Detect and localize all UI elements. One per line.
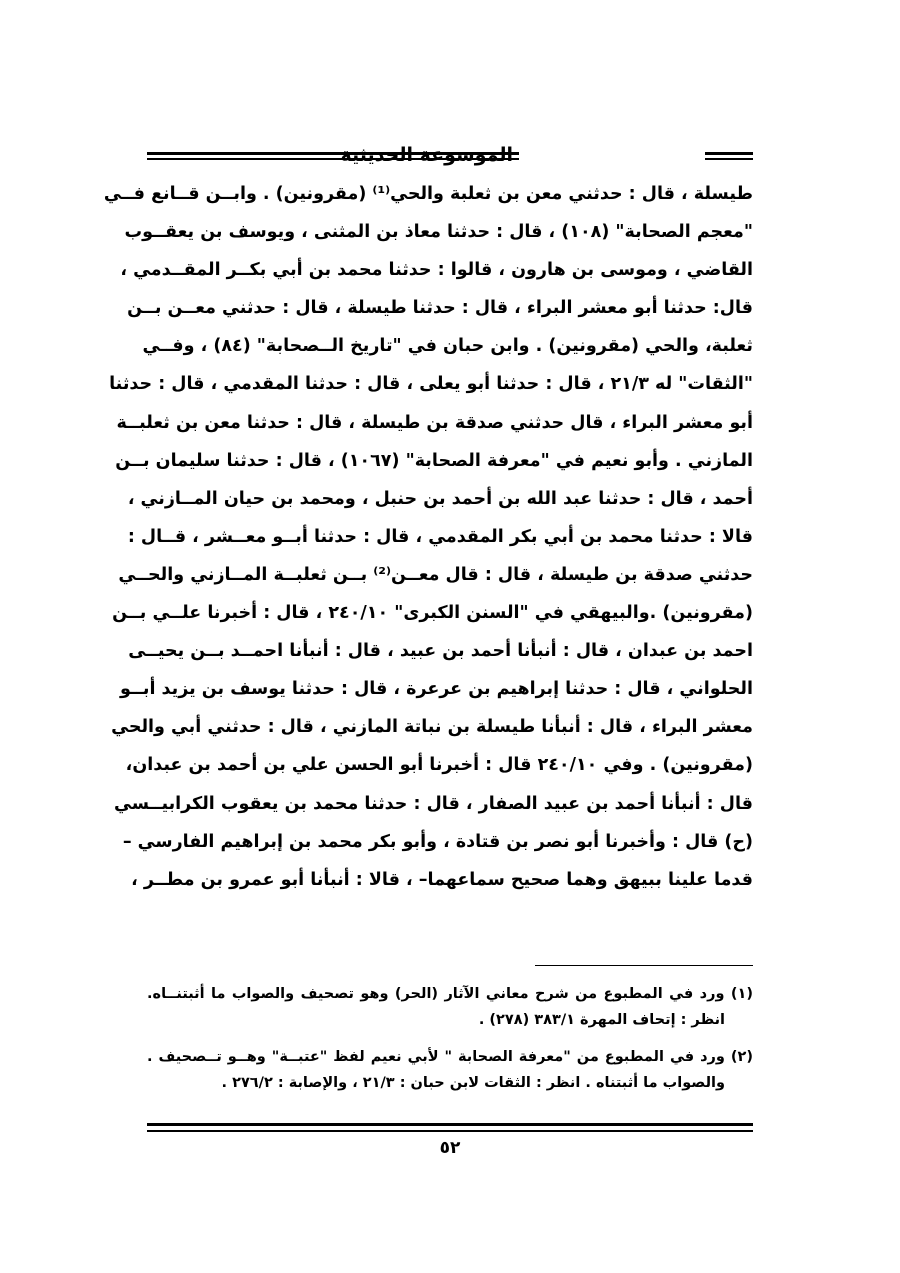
- running-header: [147, 143, 753, 169]
- text-line: (ح) قال : وأخبرنا أبو نصر بن قتادة ، وأبو بكر محمد بن إبراهيم الفارسي –: [122, 831, 753, 852]
- footnotes: [147, 981, 753, 1096]
- text-line: قال : أنبأنا أحمد بن عبيد الصفار ، قال : حدثنا محمد بن يعقوب الكرابيــسي: [113, 793, 753, 814]
- header-title: الموسوعة الحديثية: [340, 144, 513, 166]
- footer-rule: [147, 1123, 753, 1132]
- text-line: أحمد ، قال : حدثنا عبد الله بن أحمد بن حنبل ، ومحمد بن حيان المــازني ،: [127, 488, 753, 509]
- text-line: أبو معشر البراء ، قال حدثني صدقة بن طيسلة ، قال : حدثنا معن بن ثعلبــة: [116, 412, 753, 433]
- footnote-1-line-2: انظر : إتحاف المهرة ٣٨٣/١ (٢٧٨) .: [478, 1012, 725, 1028]
- text-line: قدما علينا ببيهق وهما صحيح سماعهما– ، قالا : أنبأنا أبو عمرو بن مطــر ،: [131, 869, 753, 890]
- book-page: [103, 0, 753, 1273]
- text-line: المازني . وأبو نعيم في "معرفة الصحابة" (١٠٦٧) ، قال : حدثنا سليمان بــن: [115, 450, 753, 471]
- text-line: القاضي ، وموسى بن هارون ، قالوا : حدثنا محمد بن أبي بكــر المقــدمي ،: [120, 260, 753, 281]
- footnote-2-line-2: والصواب ما أثبتناه . انظر : الثقات لابن حبان : ٢١/٣ ، والإصابة : ٢٧٦/٢ .: [221, 1075, 725, 1091]
- text-line: "الثقات" له ٢١/٣ ، قال : حدثنا أبو يعلى ، قال : حدثنا المقدمي ، قال : حدثنا: [109, 374, 753, 395]
- text-line: قالا : حدثنا محمد بن أبي بكر المقدمي ، قال : حدثنا أبــو معــشر ، قــال :: [127, 526, 753, 547]
- text-line: ثعلبة، والحي (مقرونين) . وابن حبان في "تاريخ الــصحابة" (٨٤) ، وفــي: [142, 336, 753, 357]
- text-line: "معجم الصحابة" (١٠٨) ، قال : حدثنا معاذ بن المثنى ، ويوسف بن يعقــوب: [124, 222, 753, 243]
- text-line: طيسلة ، قال : حدثني معن بن ثعلبة والحي⁽¹⁾ (مقرونين) . وابــن قــانع فــي: [103, 184, 753, 204]
- header-rule-left: [147, 152, 519, 160]
- text-line: حدثني صدقة بن طيسلة ، قال : قال معــن⁽²⁾ بــن ثعلبــة المــازني والحــي: [118, 564, 753, 585]
- text-line: احمد بن عبدان ، قال : أنبأنا أحمد بن عبيد ، قال : أنبأنا احمــد بــن يحيــى: [128, 641, 753, 662]
- text-line: قال: حدثنا أبو معشر البراء ، قال : حدثنا طيسلة ، قال : حدثني معــن بــن: [127, 298, 753, 319]
- text-line: (مقرونين) .والبيهقي في "السنن الكبرى" ٢٤٠/١٠ ، قال : أخبرنا علــي بــن: [112, 603, 753, 624]
- page-number: ٥٢: [439, 1138, 461, 1158]
- main-text: [103, 175, 753, 899]
- text-line: الحلواني ، قال : حدثنا إبراهيم بن عرعرة ، قال : حدثنا يوسف بن يزيد أبــو: [119, 679, 753, 700]
- footnote-1-line-1: (١) ورد في المطبوع من شرح معاني الآثار (الحر) وهو تصحيف والصواب ما أثبتنــاه.: [147, 986, 753, 1002]
- footnote-2-line-1: (٢) ورد في المطبوع من "معرفة الصحابة " لأبي نعيم لفظ "عتبــة" وهــو تــصحيف .: [147, 1049, 753, 1065]
- text-line: (مقرونين) . وفي ٢٤٠/١٠ قال : أخبرنا أبو الحسن علي بن أحمد بن عبدان،: [125, 755, 753, 776]
- header-rule-right: [705, 152, 753, 160]
- footnote-separator: [535, 965, 753, 966]
- text-line: معشر البراء ، قال : أنبأنا طيسلة بن نباتة المازني ، قال : حدثني أبي والحي: [111, 717, 753, 738]
